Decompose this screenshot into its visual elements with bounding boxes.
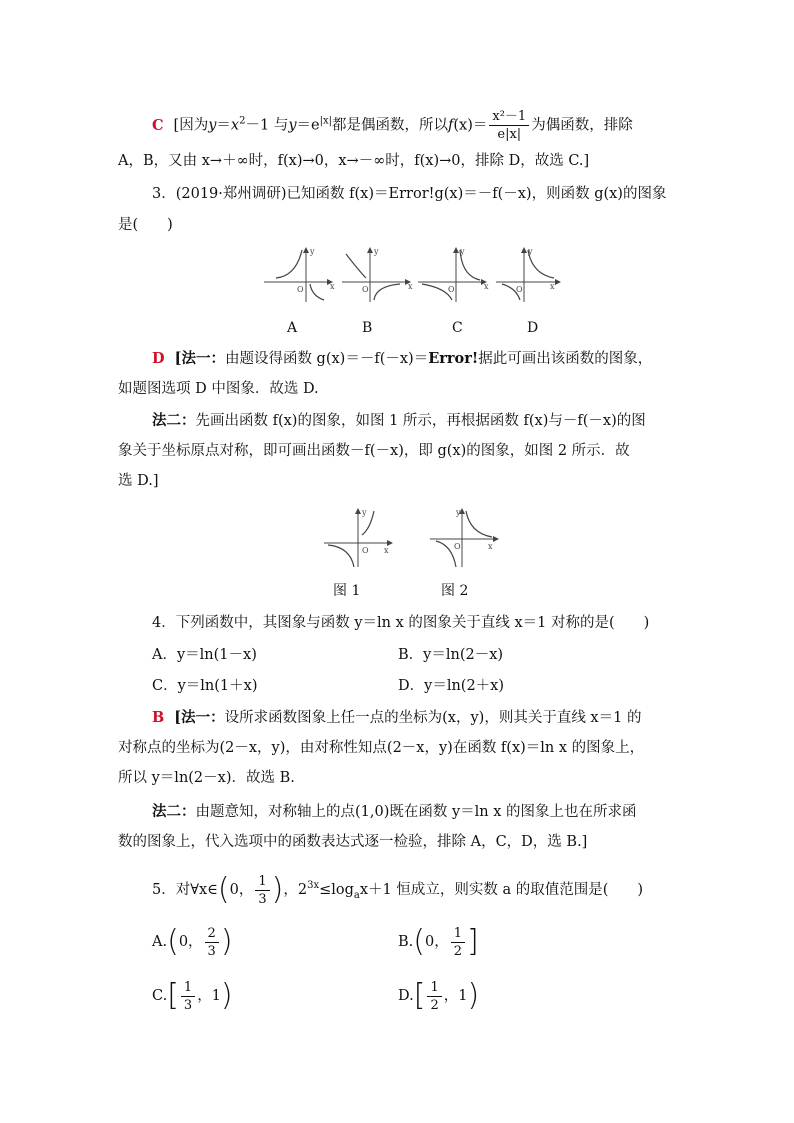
q3-answer: D <box>152 350 165 367</box>
graph-b-y-label: y <box>374 247 379 256</box>
q2-solution-line-2: A，B，又由 x→＋∞时，f(x)→0，x→－∞时，f(x)→0，排除 D，故选 C.] <box>118 153 590 169</box>
text: D. <box>398 988 414 1004</box>
text: [法一： <box>174 350 225 367</box>
graph-a <box>264 247 335 302</box>
q4-option-d: D．y＝ln(2＋x) <box>398 678 505 694</box>
figure-2-origin: O <box>454 542 461 551</box>
text: x＋1 恒成立，则实数 a 的取值范围是( ) <box>359 882 644 898</box>
q3-option-d-label: D <box>527 320 539 336</box>
text: 据此可画出该函数的图象， <box>478 351 653 367</box>
paren: ] <box>467 924 479 959</box>
figure-1-graph <box>324 508 392 567</box>
graph-c-x-label: x <box>484 282 489 291</box>
text: x <box>230 117 240 134</box>
q4-option-b: B．y＝ln(2－x) <box>398 647 504 663</box>
fraction <box>181 979 195 1014</box>
text: [法一： <box>174 709 225 726</box>
q5-option-a <box>152 922 233 962</box>
text: ≤log <box>319 882 354 898</box>
q4-option-a: A．y＝ln(1－x) <box>152 647 257 663</box>
frac-den: e|x| <box>497 127 522 142</box>
text: C. <box>152 988 168 1004</box>
paren: ) <box>271 872 284 907</box>
text: 5．对∀x∈ <box>152 882 218 898</box>
graph-d-x-label: x <box>550 282 555 291</box>
text: 法二： <box>152 412 196 429</box>
paren: ( <box>217 872 230 907</box>
text: a <box>353 889 360 901</box>
q4-option-c: C．y＝ln(1＋x) <box>152 678 258 694</box>
q5-option-d <box>398 976 479 1016</box>
figure-2-caption: 图 2 <box>441 583 469 599</box>
text: ，2 <box>283 882 308 898</box>
q2-solution-line-1 <box>152 108 633 143</box>
frac-den: 3 <box>258 891 267 907</box>
paren: ) <box>467 978 480 1013</box>
graph-d-y-label: y <box>528 247 533 256</box>
q4-solution-1-line-2: 对称点的坐标为(2－x，y)，由对称性知点(2－x，y)在函数 f(x)＝ln x 的图象上， <box>118 740 645 756</box>
figure-2-y-label: y <box>456 508 461 517</box>
text: 由题意知，对称轴上的点(1,0)既在函数 y＝ln x 的图象上也在所求函 <box>195 804 637 820</box>
text: [因为 <box>173 117 209 134</box>
graph-d-origin: O <box>516 285 523 294</box>
q4-solution-2-line-2: 数的图象上，代入选项中的函数表达式逐一检验，排除 A，C，D，选 B.] <box>118 834 588 850</box>
graph-a-origin: O <box>297 285 304 294</box>
paren: ) <box>220 978 233 1013</box>
graph-a-x-label: x <box>330 282 335 291</box>
graph-b-x-label: x <box>408 282 413 291</box>
figure-2-x-label: x <box>488 542 493 551</box>
text: ＝e <box>296 117 320 134</box>
q3-option-graphs <box>262 244 562 304</box>
q3-stem-line-1: 3．(2019·郑州调研)已知函数 f(x)＝Error!g(x)＝－f(－x)，则函数 g(x)的图象 <box>152 186 667 202</box>
q4-stem: 4．下列函数中，其图象与函数 y＝ln x 的图象关于直线 x＝1 对称的是( ) <box>152 615 650 631</box>
text: 设所求函数图象上任一点的坐标为(x，y)，则其关于直线 x＝1 的 <box>224 710 642 726</box>
figure-1-x-label: x <box>384 546 389 555</box>
figure-1-caption: 图 1 <box>333 583 361 599</box>
q2-answer: C <box>152 116 164 134</box>
q5-stem <box>152 870 643 916</box>
q3-solution-2-line-1 <box>152 410 646 432</box>
text: 0， <box>178 934 203 950</box>
text: 3x <box>307 880 320 892</box>
paren: [ <box>167 978 179 1013</box>
graph-c-y-label: y <box>460 247 465 256</box>
text: ＝ <box>216 117 231 134</box>
text: B. <box>398 934 414 950</box>
text: 0， <box>229 882 254 898</box>
frac-num: 2 <box>205 925 219 943</box>
fraction <box>205 925 219 960</box>
paren: ( <box>167 924 179 959</box>
frac-den: 3 <box>183 997 193 1013</box>
graph-b-origin: O <box>362 285 369 294</box>
q3-solution-2-line-3: 选 D.] <box>118 473 159 489</box>
fraction <box>489 108 529 143</box>
q5-option-b <box>398 922 479 962</box>
text: ，1 <box>443 988 468 1004</box>
graph-c-origin: O <box>448 285 455 294</box>
q3-solution-2-line-2: 象关于坐标原点对称，即可画出函数－f(－x)，即 g(x)的图象，如图 2 所示．故 <box>118 443 630 459</box>
text: (x)＝ <box>453 117 488 134</box>
paren: [ <box>413 978 426 1013</box>
figure-2-graph <box>430 508 498 567</box>
q4-solution-2-line-1 <box>152 801 637 823</box>
text: 2 <box>239 115 246 127</box>
q3-solution-1-line-2: 如题图选项 D 中图象．故选 D. <box>118 381 319 397</box>
paren: ( <box>413 924 425 959</box>
frac-num: 1 <box>451 925 465 943</box>
q3-solution-1-line-1 <box>152 348 652 370</box>
q3-stem-line-2: 是( ) <box>118 217 173 233</box>
text: A. <box>152 934 168 950</box>
text: －1 与 <box>245 117 289 134</box>
q4-solution-1-line-1 <box>152 707 641 729</box>
text: Error! <box>428 350 479 367</box>
fraction <box>451 925 465 960</box>
graph-a-y-label: y <box>310 247 315 256</box>
fraction <box>427 979 441 1014</box>
q3-option-c-label: C <box>452 320 463 336</box>
frac-num: 1 <box>427 979 441 997</box>
text: y <box>288 117 297 134</box>
graph-c <box>418 247 489 302</box>
text: y <box>208 117 217 134</box>
text: f <box>448 117 454 134</box>
text: 由题设得函数 g(x)＝－f(－x)＝ <box>224 351 429 367</box>
frac-den: 3 <box>207 943 216 959</box>
frac-num: x²－1 <box>489 108 529 126</box>
q3-option-a-label: A <box>287 320 298 336</box>
graph-d <box>496 247 560 302</box>
figure-1-origin: O <box>362 546 369 555</box>
graph-b <box>342 247 413 302</box>
text: 0， <box>424 934 449 950</box>
text: 为偶函数，排除 <box>531 117 633 134</box>
q4-solution-1-line-3: 所以 y＝ln(2－x)．故选 B. <box>118 770 295 786</box>
fraction <box>255 873 269 908</box>
q5-option-c <box>152 976 233 1016</box>
frac-num: 1 <box>255 873 269 891</box>
q3-option-b-label: B <box>362 320 373 336</box>
text: 法二： <box>152 803 196 820</box>
figure-1-y-label: y <box>362 508 367 517</box>
paren: ) <box>220 924 233 959</box>
q4-answer: B <box>152 709 165 726</box>
text: 都是偶函数，所以 <box>332 117 449 134</box>
text: |x| <box>319 115 333 127</box>
text: ，1 <box>197 988 221 1004</box>
q3-solution-figures <box>322 505 502 571</box>
frac-den: 2 <box>453 943 462 959</box>
text: 先画出函数 f(x)的图象，如图 1 所示，再根据函数 f(x)与－f(－x)的图 <box>195 413 646 429</box>
frac-num: 1 <box>181 979 195 997</box>
frac-den: 2 <box>430 997 439 1013</box>
